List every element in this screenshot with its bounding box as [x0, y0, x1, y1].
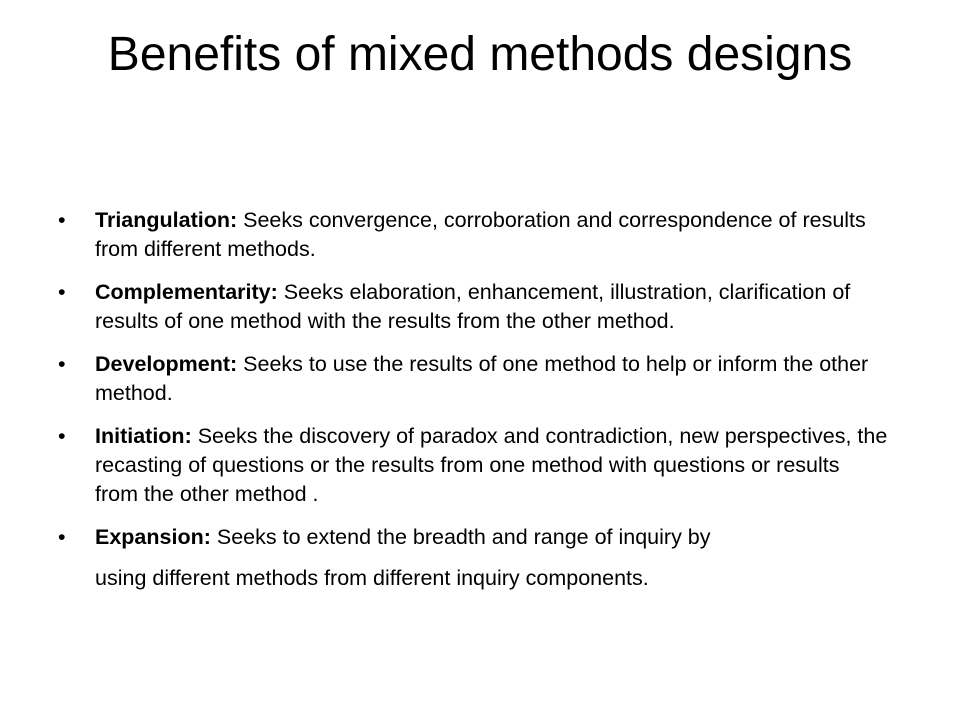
bullet-text: Seeks the discovery of paradox and contradiction, new perspectives, the recasting of questions or the results from one method with questions or results from the other method .: [95, 424, 888, 506]
bullet-term: Complementarity:: [95, 280, 278, 304]
bullet-term: Development:: [95, 352, 238, 376]
bullet-text: Seeks to use the results of one method to help or inform the other method.: [95, 352, 869, 405]
bullet-marker: •: [58, 352, 66, 376]
bullet-item-expansion: [58, 523, 888, 593]
slide-title: Benefits of mixed methods designs: [107, 28, 853, 81]
bullet-text: Seeks convergence, corroboration and correspondence of results from different methods.: [95, 208, 866, 261]
bullet-term: Initiation:: [95, 424, 192, 448]
bullet-item-initiation: [58, 422, 888, 509]
bullet-term: Expansion:: [95, 525, 211, 549]
bullet-text: Seeks to extend the breadth and range of inquiry by: [210, 525, 711, 549]
bullet-item-complementarity: [58, 278, 888, 336]
bullet-list: [58, 206, 888, 607]
bullet-marker: •: [58, 424, 66, 448]
bullet-marker: •: [58, 525, 66, 549]
bullet-term: Triangulation:: [95, 208, 238, 232]
bullet-item-triangulation: [58, 206, 888, 264]
bullet-item-development: [58, 350, 888, 408]
bullet-text-continuation: using different methods from different inquiry components.: [95, 566, 649, 590]
bullet-text: Seeks elaboration, enhancement, illustration, clarification of results of one method with the results from the other method.: [95, 280, 851, 333]
bullet-marker: •: [58, 208, 66, 232]
bullet-marker: •: [58, 280, 66, 304]
